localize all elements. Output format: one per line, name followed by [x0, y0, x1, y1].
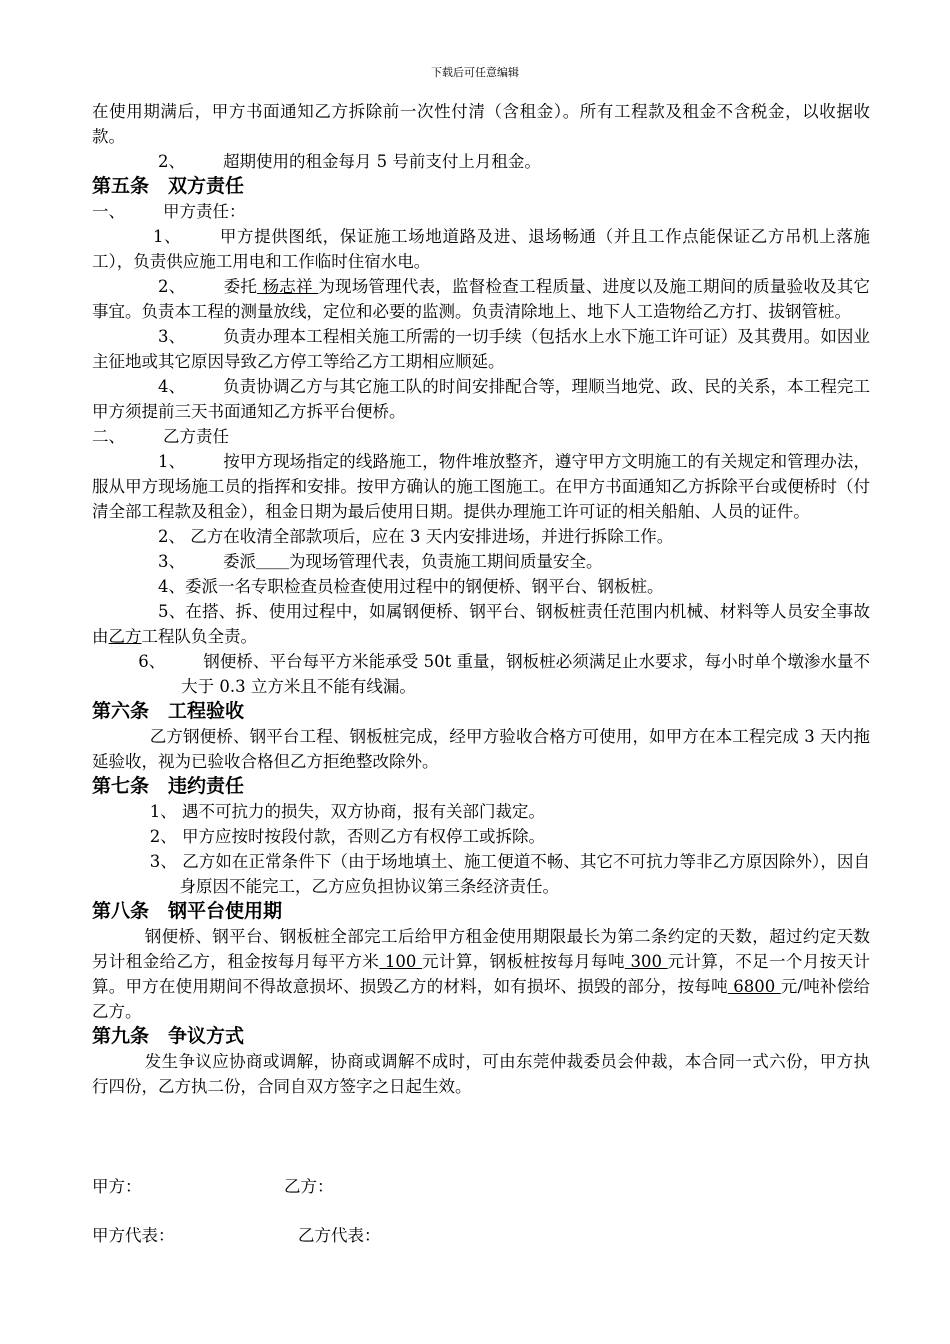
item-number: 1、: [153, 227, 182, 246]
item-text: 为现场管理代表，负责施工期间质量安全。: [288, 552, 603, 571]
rent-text-4: 元/吨补偿给乙方。: [92, 977, 871, 1021]
rent-per-sqm-value: 100: [379, 952, 423, 971]
item-text: 为现场管理代表，监督检查工程质量、进度以及施工期间的质量验收及其它事宜。负责本工程的测量放线，定位和必要的监测。负责清除地上、地下人工造物给乙方打、拔钢管桩。: [92, 277, 871, 321]
item-text: 按甲方现场指定的线路施工，物件堆放整齐，遵守甲方文明施工的有关规定和管理办法，服从甲方现场施工员的指挥和安排。按甲方确认的施工图施工。在甲方书面通知乙方拆除平台或便桥时（付清全部工程款及租金），租金日期为最后使用日期。提供办理施工许可证的相关船舶、人员的证件。: [92, 452, 870, 521]
item-number: 2、: [158, 277, 186, 296]
item-text-pre: 委托: [223, 277, 258, 296]
party-b-item-3: [92, 549, 870, 574]
subheading-text: 甲方责任：: [162, 202, 246, 221]
party-a-item-3: [92, 324, 870, 374]
item-text: 负责办理本工程相关施工所需的一切手续（包括水上水下施工许可证）及其费用。如因业主征地或其它原因导致乙方停工等给乙方工期相应顺延。: [92, 327, 870, 371]
item-text: 工程队负全责。: [141, 627, 257, 646]
payment-item-2: [92, 149, 870, 174]
party-a-item-1: [92, 224, 870, 274]
section-9-title: 第九条 争议方式: [92, 1025, 245, 1047]
party-b-item-1: [92, 449, 870, 524]
party-b-item-5: [92, 599, 870, 649]
item-text-pre: 5、在搭、拆、使用过程中，如属钢便桥、钢平台、钢板桩责任范围内机械、材料等人员安全事故由: [92, 602, 870, 646]
blank-field: ＿＿: [255, 552, 289, 571]
party-a-item-2: [92, 274, 870, 324]
subheading-number: 一、: [92, 202, 125, 221]
subheading-text: 乙方责任: [162, 427, 229, 446]
section-6-text: 乙方钢便桥、钢平台工程、钢板桩完成，经甲方验收合格方可使用，如甲方在本工程完成 3 天内拖延验收，视为已验收合格但乙方拒绝整改除外。: [92, 727, 870, 771]
payment-clause-text: 在使用期满后，甲方书面通知乙方拆除前一次性付清（含租金）。所有工程款及租金不含税金，以收据收款。: [92, 102, 870, 146]
rent-text-3: 元计算，不足一个月按天计算。甲方在使用期间不得故意损坏、损毁乙方的材料，如有损坏、损毁的部分，按每吨: [92, 952, 871, 996]
item-number: 3、: [158, 327, 186, 346]
rent-text-1: 钢便桥、钢平台、钢板桩全部完工后给甲方租金使用期限最长为第二条约定的天数，超过约定天数另计租金给乙方，租金按每月每平方米: [92, 927, 870, 971]
section-7-item-2: 2、 甲方应按时按段付款，否则乙方有权停工或拆除。: [149, 827, 545, 846]
item-number: 2、: [158, 152, 185, 171]
party-b-item-2: 2、 乙方在收清全部款项后，应在 3 天内安排进场，并进行拆除工作。: [158, 527, 674, 546]
party-a-subheading: [92, 199, 870, 224]
section-5-title: 第五条 双方责任: [92, 175, 245, 197]
section-8-title: 第八条 钢平台使用期: [92, 900, 283, 922]
item-number: 4、: [158, 377, 186, 396]
item-text: 钢便桥、平台每平方米能承受 50t 重量，钢板桩必须满足止水要求，每小时单个墩渗水量不大于 0.3 立方米且不能有线漏。: [181, 652, 871, 696]
item-number: 1、: [158, 452, 186, 471]
party-b-signature-label: 乙方：: [284, 1177, 334, 1196]
item-number: 3、: [158, 552, 185, 571]
section-7-title: 第七条 违约责任: [92, 775, 245, 797]
item-text: 超期使用的租金每月 5 号前支付上月租金。: [222, 152, 541, 171]
section-7-item-1: 1、 遇不可抗力的损失，双方协商，报有关部门裁定。: [149, 802, 545, 821]
party-a-representative-label: 甲方代表：: [92, 1226, 175, 1245]
rent-per-ton-value: 300: [624, 952, 668, 971]
section-8-text: [92, 924, 870, 1024]
item-number: 6、: [138, 652, 166, 671]
subheading-number: 二、: [92, 427, 125, 446]
section-7-item-3: 3、 乙方如在正常条件下（由于场地填土、施工便道不畅、其它不可抗力等非乙方原因除外），因自身原因不能完工，乙方应负担协议第三条经济责任。: [149, 852, 870, 896]
responsible-party: 乙方: [108, 627, 142, 646]
party-b-item-6: [92, 649, 870, 699]
section-9-text: 发生争议应协商或调解，协商或调解不成时，可由东莞仲裁委员会仲裁，本合同一式六份，甲方执行四份，乙方执二份，合同自双方签字之日起生效。: [92, 1052, 870, 1096]
section-6-title: 第六条 工程验收: [92, 700, 245, 722]
party-b-subheading: [92, 424, 870, 449]
item-text-pre: 委派: [222, 552, 256, 571]
representative-name: 杨志祥: [257, 277, 319, 296]
party-b-representative-label: 乙方代表：: [298, 1226, 381, 1245]
item-text: 甲方提供图纸，保证施工场地道路及进、退场畅通（并且工作点能保证乙方吊机上落施工），负责供应施工用电和工作临时住宿水电。: [92, 227, 870, 271]
party-a-signature-label: 甲方：: [92, 1177, 142, 1196]
item-text: 负责协调乙方与其它施工队的时间安排配合等，理顺当地党、政、民的关系，本工程完工甲方须提前三天书面通知乙方拆平台便桥。: [92, 377, 870, 421]
page-header: 下载后可任意编辑: [431, 66, 519, 79]
party-a-item-4: [92, 374, 870, 424]
contract-body: [92, 99, 870, 1099]
compensation-value: 6800: [727, 977, 781, 996]
party-b-item-4: 4、委派一名专职检查员检查使用过程中的钢便桥、钢平台、钢板桩。: [158, 577, 664, 596]
rent-text-2: 元计算，钢板桩按每月每吨: [422, 952, 625, 971]
